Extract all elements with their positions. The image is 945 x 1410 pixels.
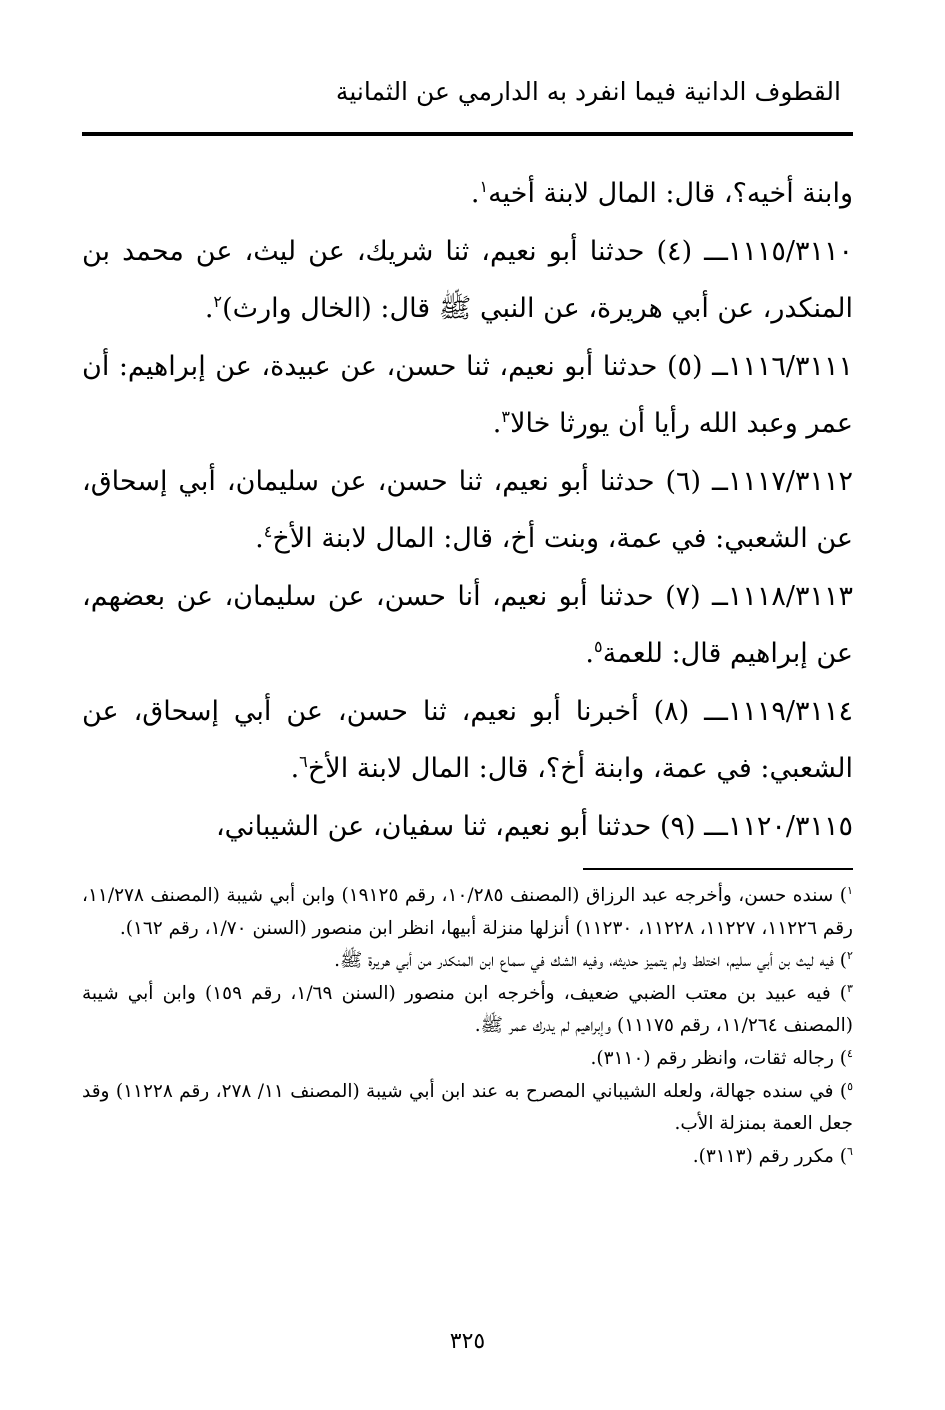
footnote-separator (583, 868, 853, 870)
page-number: ٣٢٥ (449, 1329, 486, 1354)
paragraph-text: وابنة أخيه؟، قال: المال لابنة أخيه (488, 178, 853, 209)
footnote-ref: ١ (479, 177, 489, 196)
hadith-text: ١١١٦/٣١١١ــ (٥) حدثنا أبو نعيم، ثنا حسن، عن عبيدة، عن إبراهيم: أن عمر وعبد الله رأيا أن يورثا خالا (82, 350, 854, 439)
footnotes (82, 880, 853, 1173)
footnote-text: سنده حسن، وأخرجه عبد الرزاق (المصنف ١٠/٢٨٥، رقم ١٩١٢٥) وابن أبي شيبة (المصنف ١١/٢٧٨، رقم ١١٢٢٦، ١١٢٢٧، ١١٢٢٨، ١١٢٣٠) أنزلها منزلة أبيها، انظر ابن منصور (السنن ١/٧٠، رقم ١٦٢). (82, 885, 853, 939)
hadith-entry (82, 223, 853, 338)
footnote-text: مكرر رقم (٣١١٣). (692, 1145, 834, 1167)
text-line (82, 165, 853, 223)
footnote-ref: ٢ (213, 292, 223, 311)
main-text (82, 165, 853, 855)
footnote-text: فيه عبيد بن معتب الضبي ضعيف، وأخرجه ابن منصور (السنن ١/٦٩، رقم ١٥٩) وابن أبي شيبة (المصنف ١١/٢٦٤، رقم ١١١٧٥) وإبراهيم لم يدرك عمر ﷺ. (82, 982, 853, 1037)
paragraph-end: . (492, 408, 502, 439)
hadith-text: ١١٢٠/٣١١٥ـــ (٩) حدثنا أبو نعيم، ثنا سفيان، عن الشيباني، (215, 810, 853, 842)
footnote-text: في سنده جهالة، ولعله الشيباني المصرح به عند ابن أبي شيبة (المصنف ١١/ ٢٧٨، رقم ١١٢٢٨) وقد جعل العمة بمنزلة الأب. (82, 1080, 853, 1135)
book-page (82, 0, 853, 1410)
paragraph-end: . (290, 753, 300, 784)
hadith-entry (82, 798, 853, 856)
paragraph-end: . (255, 523, 264, 554)
paragraph-end: . (204, 293, 214, 324)
hadith-entry (82, 568, 853, 683)
footnote-mark: ٣ (847, 981, 853, 995)
hadith-text: ١١١٩/٣١١٤ـــ (٨) أخبرنا أبو نعيم، ثنا حسن، عن أبي إسحاق، عن الشعبي: في عمة، وابنة أخ؟، قال: المال لابنة الأخ (82, 695, 853, 784)
paragraph-end: . (585, 638, 594, 669)
hadith-text: ١١١٨/٣١١٣ــ (٧) حدثنا أبو نعيم، أنا حسن، عن سليمان، عن بعضهم، عن إبراهيم قال: للعمة (82, 580, 853, 669)
footnote: $^٣$) فيه عبيد بن معتب الضبي ضعيف، وأخرجه ابن منصور (السنن ١/٦٩، رقم ١٥٩) وابن أبي شيبة (المصنف ١١/٢٦٤، رقم ١١١٧٥) وإبراهيم لم يدرك عمر ﷺ. (82, 981, 853, 1037)
hadith-entry (82, 683, 853, 798)
paragraph-end: . (470, 178, 480, 209)
footnote-ref: ٤ (263, 522, 273, 541)
hadith-entry (82, 338, 853, 453)
footnote-mark: ١ (847, 883, 853, 897)
footnote-text: فيه ليث بن أبي سليم، اختلط ولم يتميز حديثه، وفيه الشك في سماع ابن المنكدر من أبي هريرة ﷺ. (334, 950, 834, 972)
footnote-mark: ٤ (847, 1046, 853, 1060)
footnote: $^٢$) فيه ليث بن أبي سليم، اختلط ولم يتميز حديثه، وفيه الشك في سماع ابن المنكدر من أبي هريرة ﷺ. (334, 949, 853, 972)
footnote-text: رجاله ثقات، وانظر رقم (٣١١٠). (590, 1047, 834, 1069)
footnote: $^٥$) في سنده جهالة، ولعله الشيباني المصرح به عند ابن أبي شيبة (المصنف ١١/ ٢٧٨، رقم ١١٢٢٨) وقد جعل العمة بمنزلة الأب. (82, 1079, 854, 1135)
running-head: القطوف الدانية فيما انفرد به الدارمي عن الثمانية (335, 77, 841, 106)
footnote-mark: ٥ (847, 1079, 854, 1093)
hadith-text: ١١١٥/٣١١٠ـــ (٤) حدثنا أبو نعيم، ثنا شريك، عن ليث، عن محمد بن المنكدر، عن أبي هريرة، عن النبي ﷺ قال: (الخال وارث) (82, 235, 853, 324)
footnote-mark: ٢ (847, 949, 853, 963)
footnote-ref: ٦ (299, 752, 308, 771)
footnote: $^٦$) مكرر رقم (٣١١٣). (692, 1144, 853, 1167)
footnote-mark: ٦ (847, 1144, 853, 1158)
footnote: $^١$) سنده حسن، وأخرجه عبد الرزاق (المصنف ١٠/٢٨٥، رقم ١٩١٢٥) وابن أبي شيبة (المصنف ١١/٢٧٨، رقم ١١٢٢٦، ١١٢٢٧، ١١٢٢٨، ١١٢٣٠) أنزلها منزلة أبيها، انظر ابن منصور (السنن ١/٧٠، رقم ١٦٢). (82, 883, 853, 939)
footnote: $^٤$) رجاله ثقات، وانظر رقم (٣١١٠). (590, 1046, 853, 1069)
footnote-ref: ٣ (501, 407, 511, 426)
hadith-entry (82, 453, 853, 568)
footnote-ref: ٥ (593, 637, 603, 656)
header-rule (82, 132, 853, 136)
hadith-text: ١١١٧/٣١١٢ــ (٦) حدثنا أبو نعيم، ثنا حسن، عن سليمان، أبي إسحاق، عن الشعبي: في عمة، وبنت أخ، قال: المال لابنة الأخ (82, 465, 853, 554)
